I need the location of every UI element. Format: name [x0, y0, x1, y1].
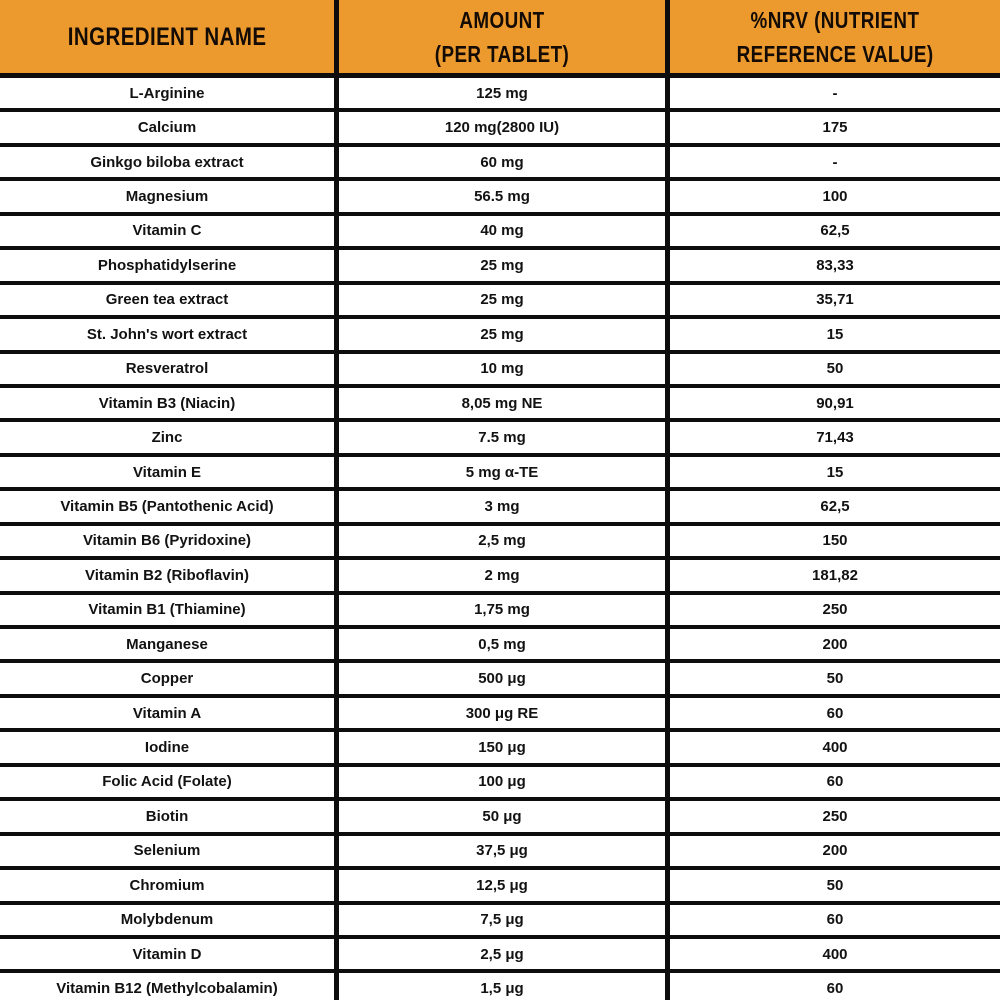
table-body: [0, 78, 1000, 1000]
ingredient-cell: Vitamin B5 (Pantothenic Acid): [60, 497, 274, 515]
ingredient-cell: St. John's wort extract: [86, 325, 248, 343]
amount-cell: 1,5 μg: [334, 973, 670, 1000]
ingredient-cell: Manganese: [126, 635, 208, 653]
table-row: [0, 78, 1000, 112]
nrv-cell: 181,82: [812, 566, 858, 584]
ingredient-cell: Green tea extract: [105, 291, 229, 309]
table-row: [0, 526, 1000, 560]
amount-cell: 12,5 μg: [334, 870, 670, 900]
table-row: [0, 216, 1000, 250]
nrv-cell: -: [832, 84, 838, 102]
ingredient-cell: Folic Acid (Folate): [102, 773, 232, 791]
ingredient-cell: Molybdenum: [120, 911, 214, 929]
table-row: [0, 285, 1000, 319]
nrv-cell: 250: [822, 601, 848, 619]
ingredient-cell: Vitamin A: [132, 704, 202, 722]
ingredient-cell: Biotin: [145, 807, 189, 825]
header-ingredient-name-label: INGREDIENT NAME: [67, 22, 267, 51]
nrv-cell: -: [832, 153, 838, 171]
amount-cell: 2 mg: [334, 560, 670, 590]
table-row: [0, 629, 1000, 663]
amount-cell: 100 μg: [334, 767, 670, 797]
table-row: [0, 457, 1000, 491]
amount-cell: 7,5 μg: [334, 905, 670, 935]
ingredient-cell: Vitamin B1 (Thiamine): [88, 601, 246, 619]
amount-cell: 3 mg: [334, 491, 670, 521]
amount-cell: 150 μg: [334, 732, 670, 762]
nrv-cell: 90,91: [816, 394, 854, 412]
nrv-cell: 175: [822, 119, 848, 137]
ingredient-cell: Resveratrol: [125, 360, 209, 378]
amount-cell: 500 μg: [334, 663, 670, 693]
nrv-cell: 400: [822, 945, 848, 963]
amount-cell: 60 mg: [334, 147, 670, 177]
nrv-cell: 50: [826, 670, 844, 688]
table-row: [0, 939, 1000, 973]
table-row: [0, 560, 1000, 594]
table-row: [0, 870, 1000, 904]
ingredient-cell: Vitamin C: [132, 222, 202, 240]
table-row: [0, 354, 1000, 388]
ingredient-cell: Vitamin B6 (Pyridoxine): [82, 532, 252, 550]
table-row: [0, 836, 1000, 870]
ingredient-cell: Vitamin E: [132, 463, 202, 481]
table-row: [0, 422, 1000, 456]
table-row: [0, 319, 1000, 353]
amount-cell: 5 mg α-TE: [334, 457, 670, 487]
amount-cell: 37,5 μg: [334, 836, 670, 866]
amount-cell: 125 mg: [334, 78, 670, 108]
nrv-cell: 200: [822, 635, 848, 653]
table-row: [0, 250, 1000, 284]
amount-cell: 2,5 μg: [334, 939, 670, 969]
header-nrv: [670, 0, 1000, 73]
ingredient-cell: L-Arginine: [129, 84, 205, 102]
amount-cell: 120 mg(2800 IU): [334, 112, 670, 142]
ingredient-cell: Copper: [140, 670, 194, 688]
nrv-cell: 60: [826, 773, 844, 791]
nrv-cell: 71,43: [816, 429, 854, 447]
header-nrv-line2: REFERENCE VALUE): [736, 40, 934, 67]
header-amount-line2: (PER TABLET): [434, 40, 570, 67]
ingredient-cell: Calcium: [137, 119, 197, 137]
table-header-row: [0, 0, 1000, 78]
amount-cell: 10 mg: [334, 354, 670, 384]
table-row: [0, 732, 1000, 766]
nrv-cell: 83,33: [816, 256, 854, 274]
ingredient-cell: Iodine: [144, 739, 190, 757]
nrv-cell: 15: [826, 325, 844, 343]
table-row: [0, 147, 1000, 181]
header-amount-line1: AMOUNT: [459, 6, 545, 33]
amount-cell: 25 mg: [334, 285, 670, 315]
ingredient-cell: Vitamin B3 (Niacin): [98, 394, 236, 412]
nrv-cell: 50: [826, 876, 844, 894]
nrv-cell: 60: [826, 980, 844, 998]
ingredient-cell: Selenium: [133, 842, 201, 860]
table-row: [0, 595, 1000, 629]
amount-cell: 8,05 mg NE: [334, 388, 670, 418]
ingredient-cell: Vitamin B12 (Methylcobalamin): [56, 980, 278, 998]
header-nrv-line1: %NRV (NUTRIENT: [750, 6, 920, 33]
table-row: [0, 491, 1000, 525]
amount-cell: 25 mg: [334, 319, 670, 349]
nrv-cell: 150: [822, 532, 848, 550]
nrv-cell: 62,5: [820, 222, 850, 240]
table-row: [0, 801, 1000, 835]
nrv-cell: 200: [822, 842, 848, 860]
amount-cell: 40 mg: [334, 216, 670, 246]
nrv-cell: 15: [826, 463, 844, 481]
nrv-cell: 100: [822, 188, 848, 206]
nrv-cell: 60: [826, 911, 844, 929]
amount-cell: 25 mg: [334, 250, 670, 280]
amount-cell: 2,5 mg: [334, 526, 670, 556]
ingredient-cell: Ginkgo biloba extract: [90, 153, 244, 171]
nrv-cell: 60: [826, 704, 844, 722]
ingredient-cell: Magnesium: [125, 188, 209, 206]
nrv-cell: 250: [822, 807, 848, 825]
amount-cell: 50 μg: [334, 801, 670, 831]
table-row: [0, 663, 1000, 697]
amount-cell: 56.5 mg: [334, 181, 670, 211]
nrv-cell: 35,71: [816, 291, 854, 309]
amount-cell: 1,75 mg: [334, 595, 670, 625]
nrv-cell: 50: [826, 360, 844, 378]
nrv-cell: 62,5: [820, 497, 850, 515]
amount-cell: 0,5 mg: [334, 629, 670, 659]
header-ingredient-name: [0, 0, 334, 73]
amount-cell: 300 μg RE: [334, 698, 670, 728]
table-row: [0, 905, 1000, 939]
ingredient-cell: Chromium: [129, 876, 205, 894]
table-row: [0, 181, 1000, 215]
ingredient-cell: Vitamin B2 (Riboflavin): [85, 566, 249, 584]
table-row: [0, 388, 1000, 422]
header-amount: [334, 0, 670, 73]
table-row: [0, 698, 1000, 732]
ingredient-cell: Vitamin D: [132, 945, 202, 963]
nrv-cell: 400: [822, 739, 848, 757]
ingredient-cell: Phosphatidylserine: [97, 256, 237, 274]
table-row: [0, 973, 1000, 1000]
amount-cell: 7.5 mg: [334, 422, 670, 452]
ingredient-cell: Zinc: [151, 429, 183, 447]
table-row: [0, 767, 1000, 801]
table-row: [0, 112, 1000, 146]
